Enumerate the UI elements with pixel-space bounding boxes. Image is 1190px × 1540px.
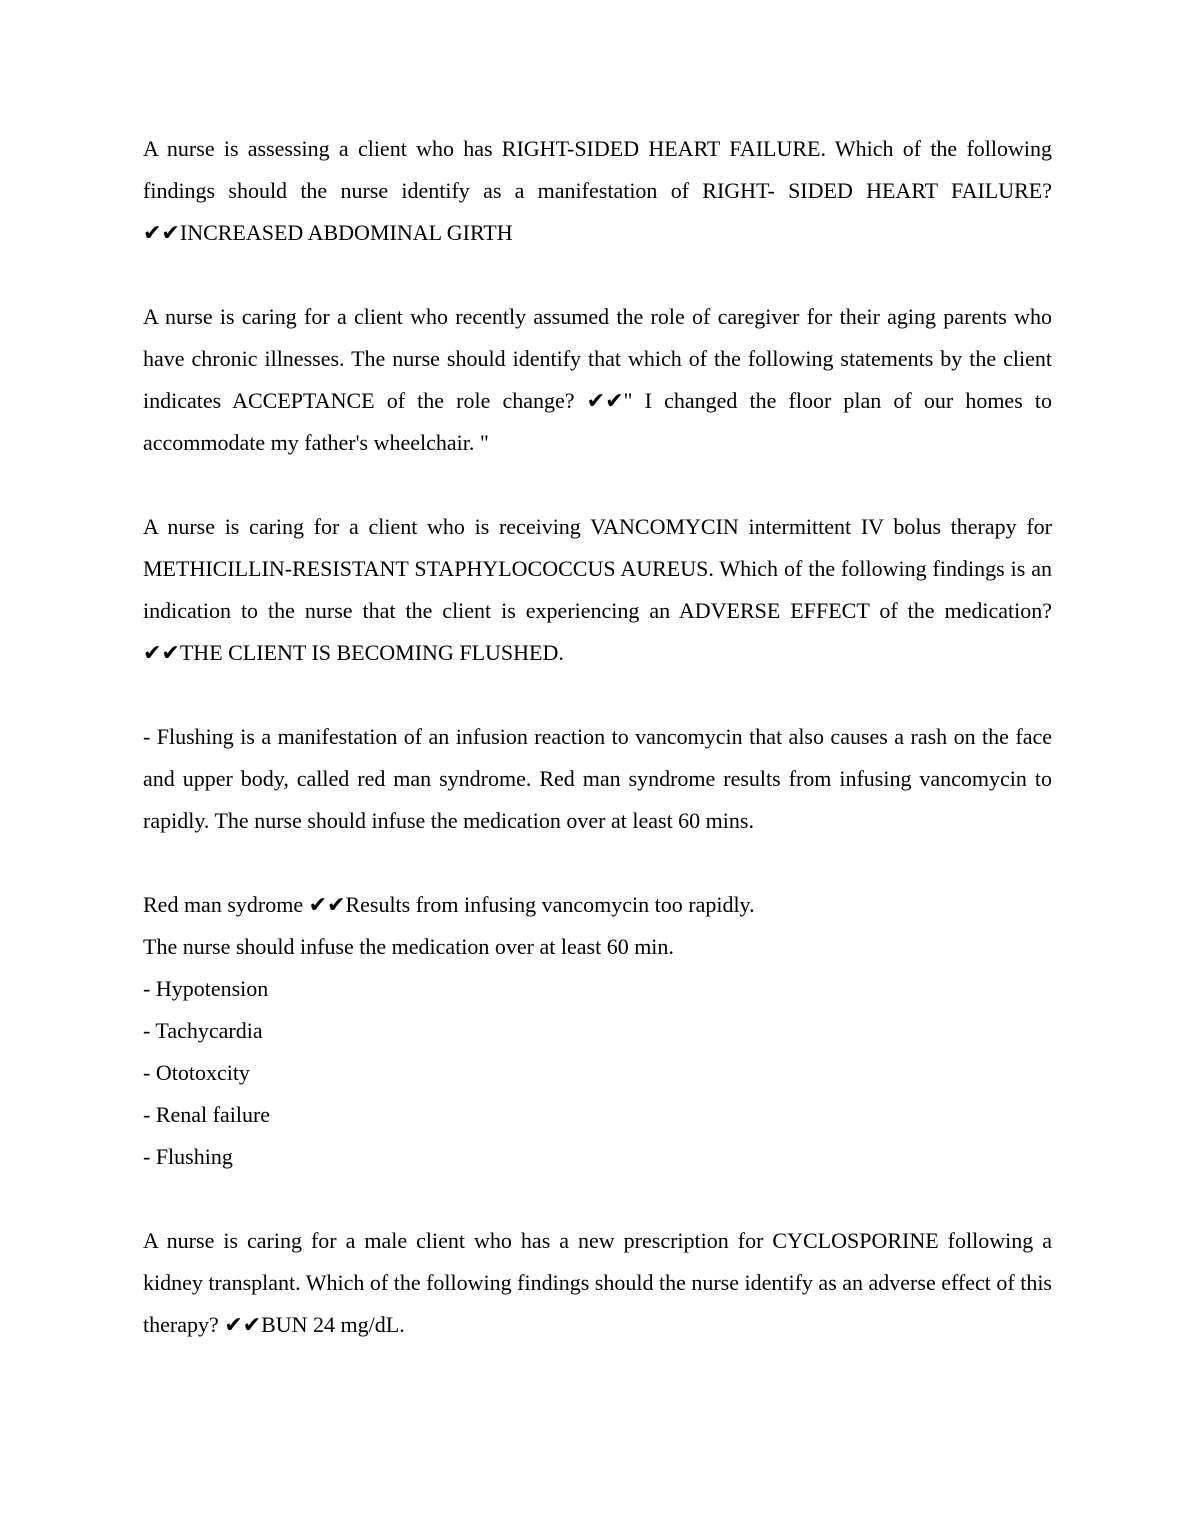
red-man-syndrome-block (143, 884, 1052, 1178)
red-man-syndrome-list-item: - Flushing (143, 1144, 233, 1169)
question-paragraph-cyclosporine: A nurse is caring for a male client who has a new prescription for CYCLOSPORINE following a kidney transplant. Which of the following findings should the nurse identify as an adverse effect of this therapy? ✔✔BUN 24 mg/dL. (143, 1228, 1052, 1337)
question-paragraph-vancomycin: A nurse is caring for a client who is receiving VANCOMYCIN intermittent IV bolus therapy for METHICILLIN-RESISTANT STAPHYLOCOCCUS AUREUS. Which of the following findings is an indication to the nurse that the client is experiencing an ADVERSE EFFECT of the medication? ✔✔THE CLIENT IS BECOMING FLUSHED. (143, 514, 1052, 665)
note-paragraph-flushing: - Flushing is a manifestation of an infusion reaction to vancomycin that also causes a rash on the face and upper body, called red man syndrome. Red man syndrome results from infusing vancomycin to rapidly. The nurse should infuse the medication over at least 60 mins. (143, 724, 1052, 833)
red-man-syndrome-list-item: - Renal failure (143, 1102, 271, 1127)
question-paragraph-right-sided-heart-failure: A nurse is assessing a client who has RIGHT-SIDED HEART FAILURE. Which of the following findings should the nurse identify as a manifestation of RIGHT- SIDED HEART FAILURE? ✔✔INCREASED ABDOMINAL GIRTH (143, 136, 1052, 245)
red-man-syndrome-list-item: - Hypotension (143, 976, 269, 1001)
red-man-syndrome-list-item: - Tachycardia (143, 1018, 263, 1043)
red-man-syndrome-line: Red man sydrome ✔✔Results from infusing vancomycin too rapidly. (143, 892, 755, 917)
red-man-syndrome-list-item: - Ototoxcity (143, 1060, 250, 1085)
question-paragraph-caregiver-role: A nurse is caring for a client who recently assumed the role of caregiver for their aging parents who have chronic illnesses. The nurse should identify that which of the following statements by the client indicates ACCEPTANCE of the role change? ✔✔" I changed the floor plan of our homes to accommodate my father's wheelchair. " (143, 304, 1052, 455)
red-man-syndrome-line: The nurse should infuse the medication over at least 60 min. (143, 934, 674, 959)
